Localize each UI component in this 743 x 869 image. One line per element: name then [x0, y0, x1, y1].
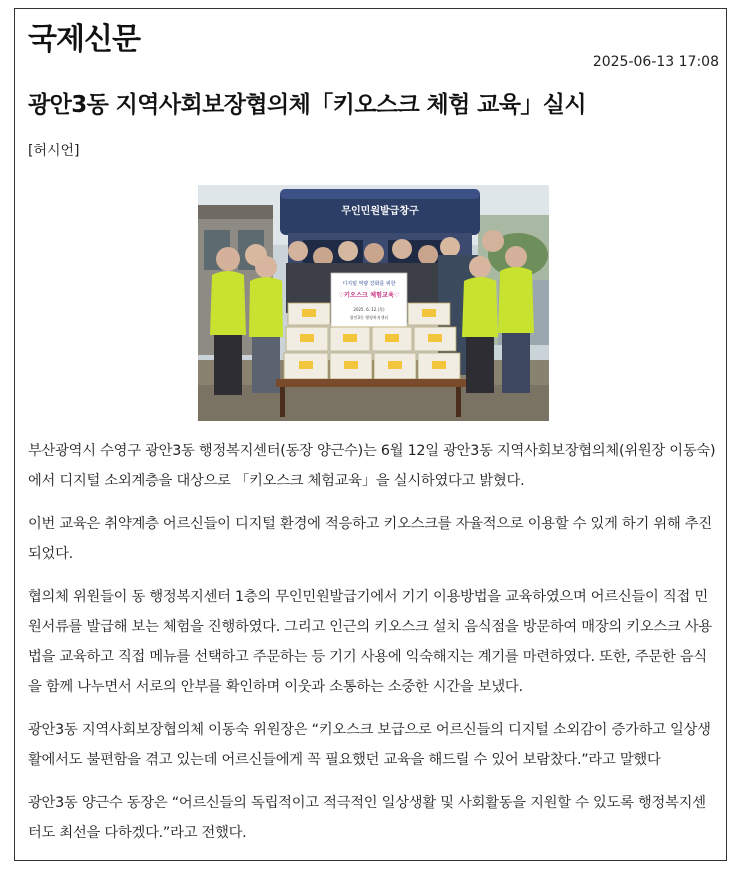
article-photo	[198, 185, 549, 421]
article-paragraph: 부산광역시 수영구 광안3동 행정복지센터(동장 양근수)는 6월 12일 광안3동 지역사회보장협의체(위원장 이동숙)에서 디지털 소외계층을 대상으로 「키오스크 체험교육」을 실시하였다고 밝혔다.	[28, 443, 716, 489]
placard-line1: 디지털 역량 강화를 위한	[342, 281, 396, 287]
booth-sign: 무인민원발급창구	[341, 206, 419, 217]
placard-line2: ♡키오스크 체험교육♡	[338, 292, 400, 299]
article-headline: 광안3동 지역사회보장협의체「키오스크 체험 교육」실시	[28, 92, 587, 118]
article-paragraph: 이번 교육은 취약계층 어르신들이 디지털 환경에 적응하고 키오스크를 자율적으로 이용할 수 있게 하기 위해 추진되었다.	[28, 516, 712, 562]
placard-date: 2025. 6. 12.(목)	[353, 307, 385, 312]
article-paragraph: 광안3동 양근수 동장은 “어르신들의 독립적이고 적극적인 일상생활 및 사회활동을 지원할 수 있도록 행정복지센터도 최선을 다하겠다.”라고 전했다.	[28, 795, 706, 841]
reporter-name: [허시언]	[28, 143, 80, 159]
publish-datetime: 2025-06-13 17:08	[592, 54, 719, 70]
article-body	[28, 436, 718, 848]
placard-org: 광안3동 행정복지센터	[349, 315, 389, 320]
article-paragraph: 광안3동 지역사회보장협의체 이동숙 위원장은 “키오스크 보급으로 어르신들의 디지털 소외감이 증가하고 일상생활에서도 불편함을 겪고 있는데 어르신들에게 꼭 필요했던 교육을 해드릴 수 있어 보람찼다.”라고 말했다	[28, 722, 711, 768]
newspaper-logo[interactable]: 국제신문	[28, 22, 140, 57]
article-paragraph: 협의체 위원들이 동 행정복지센터 1층의 무인민원발급기에서 기기 이용방법을 교육하였으며 어르신들이 직접 민원서류를 발급해 보는 체험을 진행하였다. 그리고 인근의 키오스크 설치 음식점을 방문하여 매장의 키오스크 사용법을 교육하고 직접 메뉴를 선택하고 주문하는 등 기기 사용에 익숙해지는 계기를 마련하였다. 또한, 주문한 음식을 함께 나누면서 서로의 안부를 확인하며 이웃과 소통하는 소중한 시간을 보냈다.	[28, 589, 712, 695]
